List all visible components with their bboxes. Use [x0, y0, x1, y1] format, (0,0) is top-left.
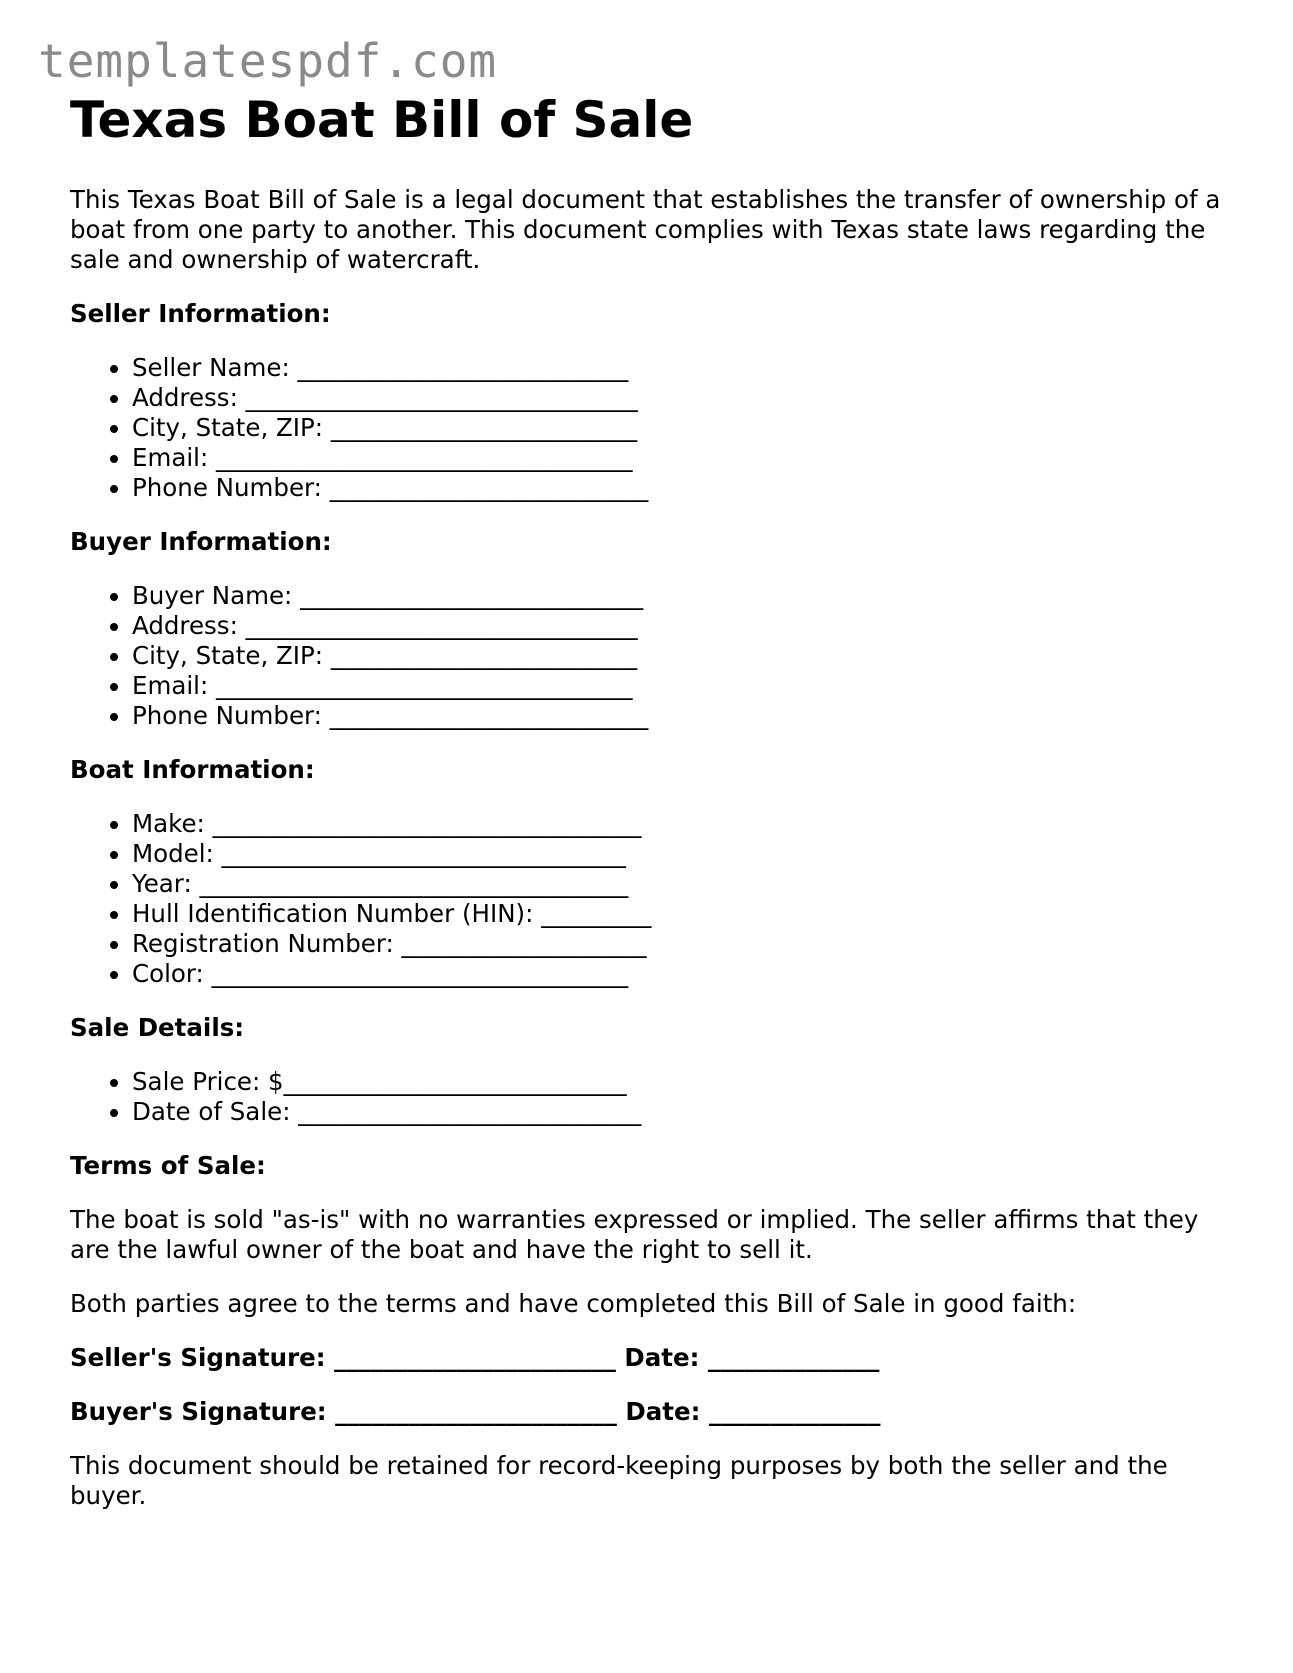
agreement-paragraph: Both parties agree to the terms and have completed this Bill of Sale in good faith:: [70, 1289, 1077, 1318]
buyer-city-state-zip-field: • City, State, ZIP: _________________________: [132, 641, 1230, 671]
seller-city-state-zip-field: • City, State, ZIP: _________________________: [132, 413, 1230, 443]
seller-email-field: • Email: __________________________________: [132, 443, 1230, 473]
sale-list: [70, 1067, 1230, 1127]
boat-registration-field: • Registration Number: ____________________: [132, 929, 1230, 959]
buyer-name-field: • Buyer Name: ____________________________: [132, 581, 1230, 611]
document-page: [70, 90, 1230, 1535]
boat-hin-field: • Hull Identification Number (HIN): _________: [132, 899, 1230, 929]
sale-date-field: • Date of Sale: ____________________________: [132, 1097, 1230, 1127]
watermark: templatespdf.com: [38, 34, 498, 88]
sale-heading: Sale Details:: [70, 1013, 245, 1042]
boat-model-field: • Model: _________________________________: [132, 839, 1230, 869]
seller-signature-line: Seller's Signature: _______________________ Date: ______________: [70, 1343, 880, 1372]
intro-paragraph: This Texas Boat Bill of Sale is a legal document that establishes the transfer of ownership of a boat from one party to another. This document complies with Texas state laws regarding the sale and ownership of watercraft.: [70, 185, 1221, 274]
seller-phone-field: • Phone Number: __________________________: [132, 473, 1230, 503]
seller-address-field: • Address: ________________________________: [132, 383, 1230, 413]
seller-list: [70, 353, 1230, 503]
buyer-address-field: • Address: ________________________________: [132, 611, 1230, 641]
buyer-email-field: • Email: __________________________________: [132, 671, 1230, 701]
terms-heading: Terms of Sale:: [70, 1151, 266, 1180]
buyer-heading: Buyer Information:: [70, 527, 332, 556]
buyer-phone-field: • Phone Number: __________________________: [132, 701, 1230, 731]
terms-paragraph: The boat is sold "as-is" with no warranties expressed or implied. The seller affirms that they are the lawful owner of the boat and have the right to sell it.: [70, 1205, 1199, 1264]
boat-heading: Boat Information:: [70, 755, 315, 784]
boat-color-field: • Color: __________________________________: [132, 959, 1230, 989]
buyer-list: [70, 581, 1230, 731]
seller-heading: Seller Information:: [70, 299, 331, 328]
buyer-signature-line: Buyer's Signature: _______________________ Date: ______________: [70, 1397, 881, 1426]
document-title: Texas Boat Bill of Sale: [70, 91, 694, 149]
boat-make-field: • Make: ___________________________________: [132, 809, 1230, 839]
footer-note: This document should be retained for record-keeping purposes by both the seller and the buyer.: [70, 1451, 1168, 1510]
sale-price-field: • Sale Price: $____________________________: [132, 1067, 1230, 1097]
boat-list: [70, 809, 1230, 989]
boat-year-field: • Year: ___________________________________: [132, 869, 1230, 899]
seller-name-field: • Seller Name: ___________________________: [132, 353, 1230, 383]
